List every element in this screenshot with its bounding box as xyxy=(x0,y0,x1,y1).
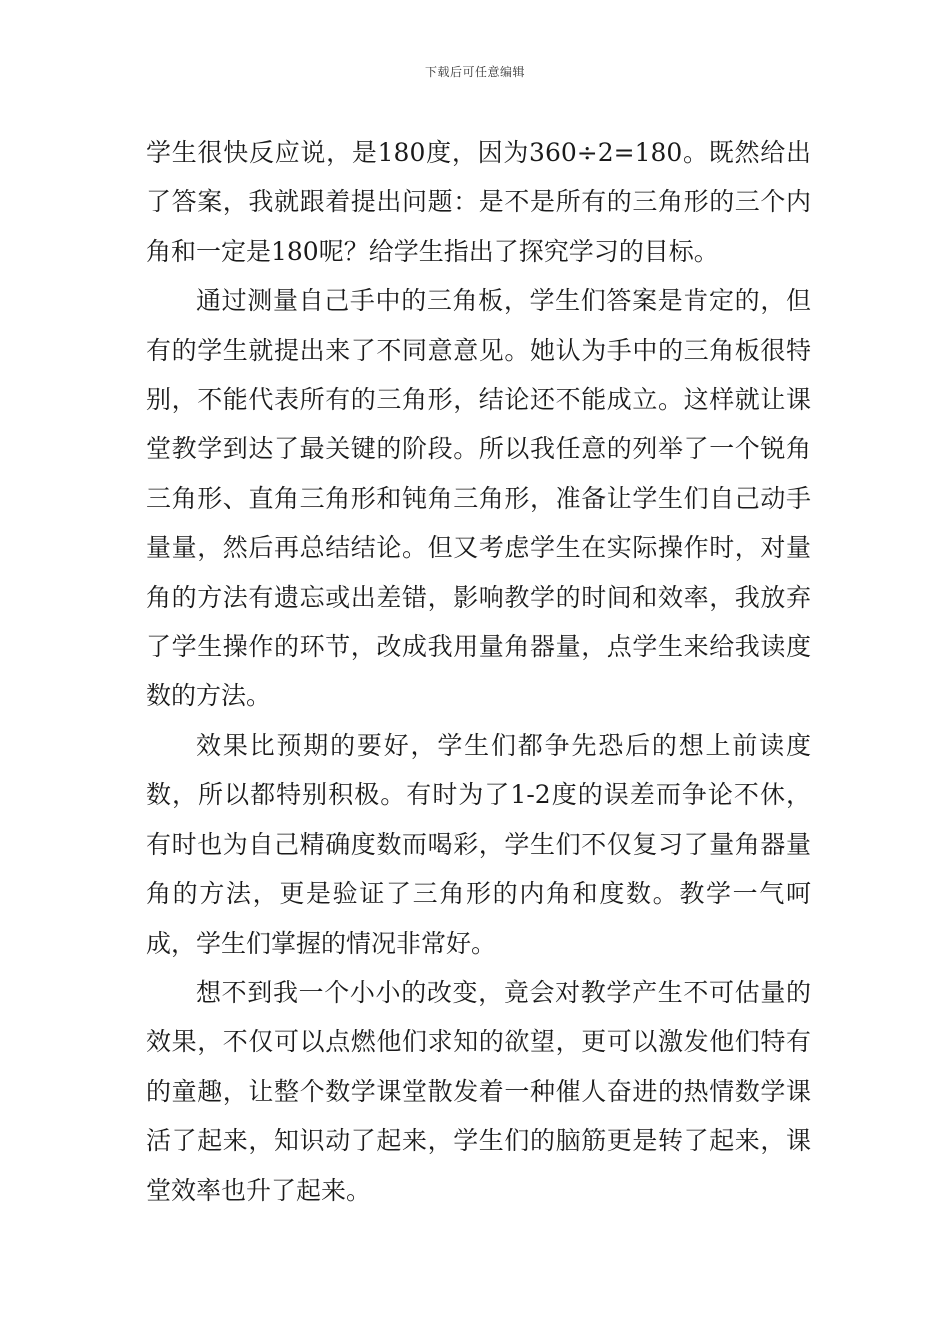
paragraph-2: 通过测量自己手中的三角板，学生们答案是肯定的，但有的学生就提出来了不同意意见。她认为手中的三角板很特别，不能代表所有的三角形，结论还不能成立。这样就让课堂教学到达了最关键的阶段。所以我任意的列举了一个锐角三角形、直角三角形和钝角三角形，准备让学生们自己动手量量，然后再总结结论。但又考虑学生在实际操作时，对量角的方法有遗忘或出差错，影响教学的时间和效率，我放弃了学生操作的环节，改成我用量角器量，点学生来给我读度数的方法。 xyxy=(146,286,811,711)
body-text xyxy=(146,128,811,1215)
paragraph-3: 效果比预期的要好，学生们都争先恐后的想上前读度数，所以都特别积极。有时为了1-2度的误差而争论不休，有时也为自己精确度数而喝彩，学生们不仅复习了量角器量角的方法，更是验证了三角形的内角和度数。教学一气呵成，学生们掌握的情况非常好。 xyxy=(146,730,811,958)
header-note: 下载后可任意编辑 xyxy=(424,65,525,79)
paragraph-1: 学生很快反应说，是180度，因为360÷2=180。既然给出了答案，我就跟着提出问题：是不是所有的三角形的三个内角和一定是180呢？给学生指出了探究学习的目标。 xyxy=(146,138,811,266)
paragraph-4: 想不到我一个小小的改变，竟会对教学产生不可估量的效果，不仅可以点燃他们求知的欲望，更可以激发他们特有的童趣，让整个数学课堂散发着一种催人奋进的热情数学课活了起来，知识动了起来，学生们的脑筋更是转了起来，课堂效率也升了起来。 xyxy=(146,977,811,1205)
